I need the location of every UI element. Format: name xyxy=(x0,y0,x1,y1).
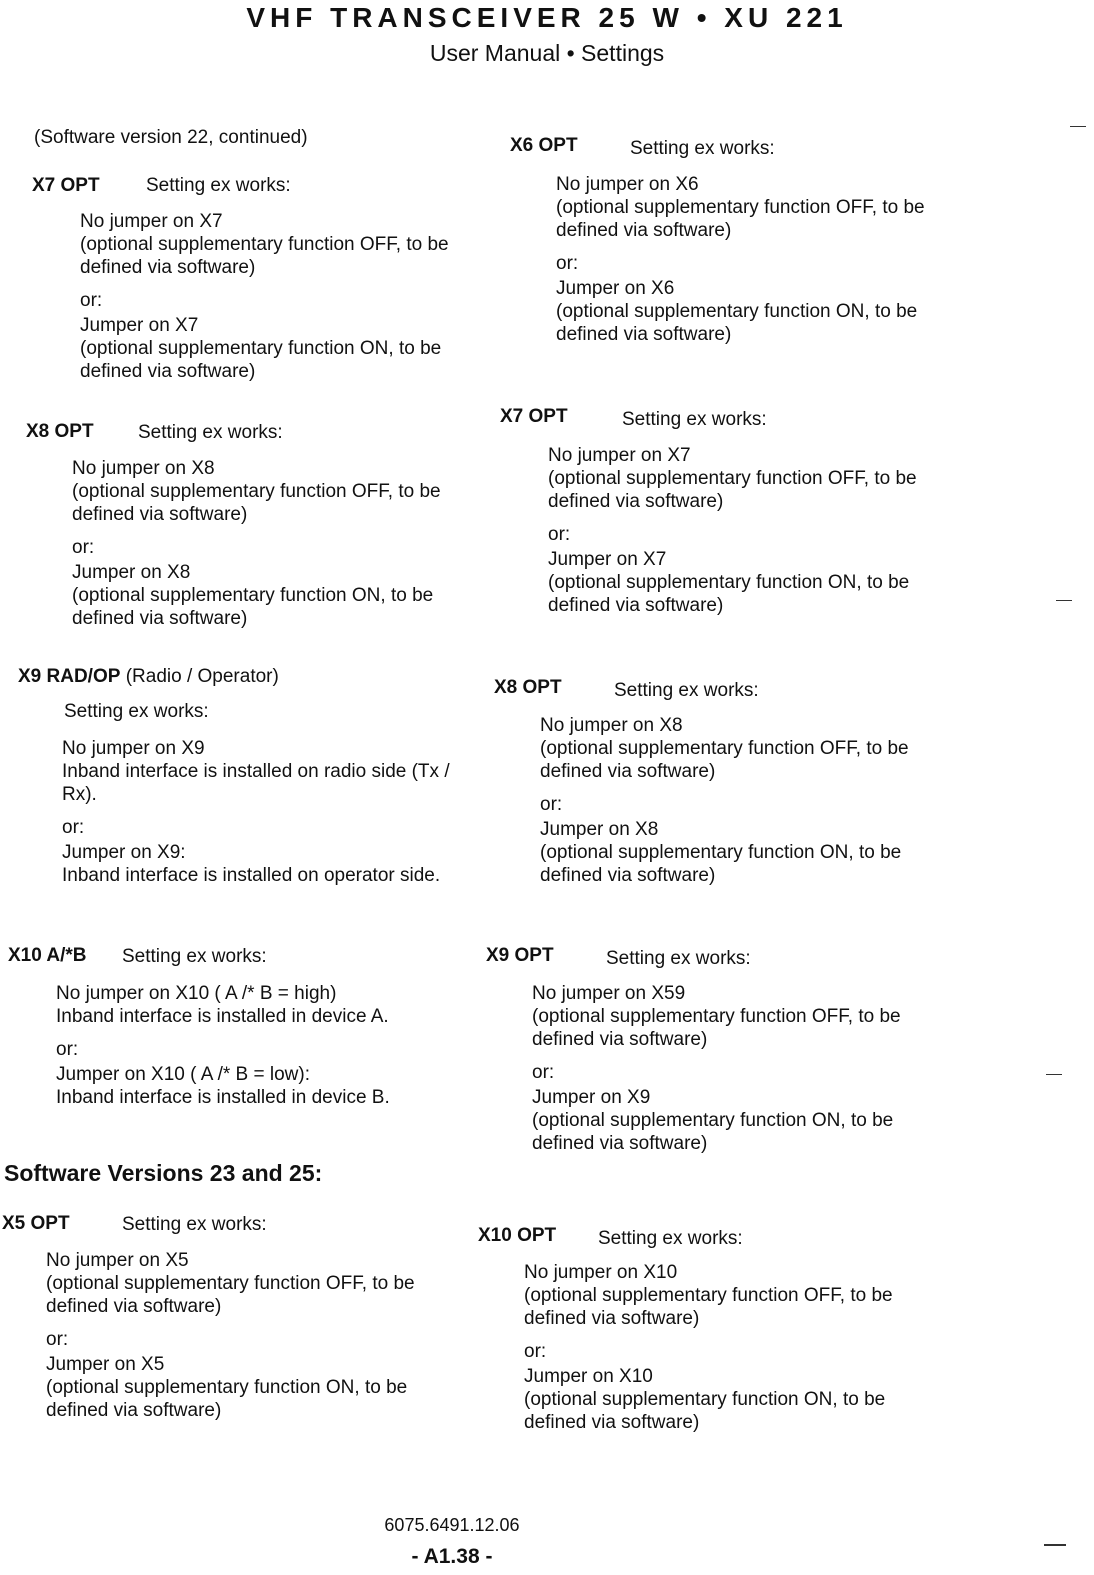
right-x6-label: X6 OPT xyxy=(510,135,578,156)
right-x7-on-text: (optional supplementary function ON, to be defined via software) xyxy=(548,572,910,616)
scan-mark xyxy=(1044,1544,1066,1546)
right-x7-no-jumper: No jumper on X7 xyxy=(548,445,691,466)
left-x10-setting: Setting ex works: xyxy=(122,946,267,967)
right-x8-jumper: Jumper on X8 xyxy=(540,819,659,840)
right-x7-jumper: Jumper on X7 xyxy=(548,549,667,570)
left-x10-on-text: Inband interface is installed in device B. xyxy=(56,1087,390,1108)
left-x7-block xyxy=(80,210,500,383)
right-x10-setting: Setting ex works: xyxy=(598,1228,743,1249)
right-x8-on-text: (optional supplementary function ON, to be defined via software) xyxy=(540,842,902,886)
left-x7-jumper: Jumper on X7 xyxy=(80,315,199,336)
right-x9-off-text: (optional supplementary function OFF, to be defined via software) xyxy=(532,1006,901,1050)
right-x10-block xyxy=(524,1261,944,1434)
right-x10-jumper: Jumper on X10 xyxy=(524,1366,653,1387)
right-x9-label: X9 OPT xyxy=(486,945,554,966)
right-x10-no-jumper: No jumper on X10 xyxy=(524,1262,678,1283)
left-x9-setting: Setting ex works: xyxy=(64,701,209,722)
left-x7-no-jumper: No jumper on X7 xyxy=(80,211,223,232)
scan-mark xyxy=(1046,1074,1062,1075)
right-x6-no-jumper: No jumper on X6 xyxy=(556,174,699,195)
right-x9-no-jumper: No jumper on X59 xyxy=(532,983,686,1004)
left-x9-jumper: Jumper on X9: xyxy=(62,842,186,863)
left-x5-on-text: (optional supplementary function ON, to be defined via software) xyxy=(46,1377,408,1421)
right-x9-jumper: Jumper on X9 xyxy=(532,1087,651,1108)
page-subtitle: User Manual • Settings xyxy=(429,40,665,66)
section-title: Software Versions 23 and 25: xyxy=(4,1160,323,1186)
right-x8-or: or: xyxy=(540,794,563,815)
left-x9-block xyxy=(62,737,462,887)
left-x7-setting: Setting ex works: xyxy=(146,175,291,196)
left-x10-or: or: xyxy=(56,1039,79,1060)
left-x5-jumper: Jumper on X5 xyxy=(46,1354,165,1375)
left-x7-on-text: (optional supplementary function ON, to be defined via software) xyxy=(80,338,442,382)
right-x6-jumper: Jumper on X6 xyxy=(556,278,675,299)
document-number: 6075.6491.12.06 xyxy=(384,1515,520,1535)
left-x9-label-suffix: (Radio / Operator) xyxy=(125,666,279,687)
left-x10-no-jumper: No jumper on X10 ( A /* B = high) xyxy=(56,983,337,1004)
right-x8-off-text: (optional supplementary function OFF, to be defined via software) xyxy=(540,738,909,782)
left-x10-jumper: Jumper on X10 ( A /* B = low): xyxy=(56,1064,310,1085)
page-number: - A1.38 - xyxy=(411,1545,493,1568)
right-x9-setting: Setting ex works: xyxy=(606,948,751,969)
page-title: VHF TRANSCEIVER 25 W • XU 221 xyxy=(246,2,848,33)
right-x6-on-text: (optional supplementary function ON, to be defined via software) xyxy=(556,301,918,345)
left-x9-heading xyxy=(18,665,279,688)
left-x5-off-text: (optional supplementary function OFF, to be defined via software) xyxy=(46,1273,415,1317)
left-x5-block xyxy=(46,1249,466,1422)
scan-mark xyxy=(1070,126,1086,127)
right-x9-or: or: xyxy=(532,1062,555,1083)
right-x8-setting: Setting ex works: xyxy=(614,680,759,701)
left-x8-setting: Setting ex works: xyxy=(138,422,283,443)
left-x8-label: X8 OPT xyxy=(26,421,94,442)
right-x7-or: or: xyxy=(548,524,571,545)
left-x9-or: or: xyxy=(62,817,85,838)
left-x5-no-jumper: No jumper on X5 xyxy=(46,1250,189,1271)
right-x6-off-text: (optional supplementary function OFF, to be defined via software) xyxy=(556,197,925,241)
left-x8-no-jumper: No jumper on X8 xyxy=(72,458,215,479)
right-x6-block xyxy=(556,173,976,346)
left-x10-label: X10 A/*B xyxy=(8,945,87,966)
right-x7-setting: Setting ex works: xyxy=(622,409,767,430)
right-x6-or: or: xyxy=(556,253,579,274)
left-x7-or: or: xyxy=(80,290,103,311)
left-x9-off-text: Inband interface is installed on radio side (Tx / Rx). xyxy=(62,761,450,805)
left-x7-label: X7 OPT xyxy=(32,175,100,196)
right-x10-label: X10 OPT xyxy=(478,1225,557,1246)
left-x8-jumper: Jumper on X8 xyxy=(72,562,191,583)
right-x10-off-text: (optional supplementary function OFF, to be defined via software) xyxy=(524,1285,893,1329)
left-x10-off-text: Inband interface is installed in device A. xyxy=(56,1006,389,1027)
right-x10-on-text: (optional supplementary function ON, to be defined via software) xyxy=(524,1389,886,1433)
right-x9-block xyxy=(532,982,952,1155)
scan-mark xyxy=(1056,600,1072,601)
right-x8-no-jumper: No jumper on X8 xyxy=(540,715,683,736)
intro-note: (Software version 22, continued) xyxy=(34,127,308,148)
right-x8-block xyxy=(540,714,960,887)
right-x7-label: X7 OPT xyxy=(500,406,568,427)
right-x10-or: or: xyxy=(524,1341,547,1362)
right-x8-label: X8 OPT xyxy=(494,677,562,698)
left-x9-on-text: Inband interface is installed on operator side. xyxy=(62,865,441,886)
left-x8-or: or: xyxy=(72,537,95,558)
left-x9-no-jumper: No jumper on X9 xyxy=(62,738,205,759)
left-x8-off-text: (optional supplementary function OFF, to be defined via software) xyxy=(72,481,441,525)
left-x8-block xyxy=(72,457,492,630)
left-x10-block xyxy=(56,982,476,1109)
right-x9-on-text: (optional supplementary function ON, to be defined via software) xyxy=(532,1110,894,1154)
right-x6-setting: Setting ex works: xyxy=(630,138,775,159)
right-x7-off-text: (optional supplementary function OFF, to be defined via software) xyxy=(548,468,917,512)
left-x5-setting: Setting ex works: xyxy=(122,1214,267,1235)
left-x5-label: X5 OPT xyxy=(2,1213,70,1234)
left-x9-label: X9 RAD/OP xyxy=(18,666,121,687)
left-x8-on-text: (optional supplementary function ON, to be defined via software) xyxy=(72,585,434,629)
left-x7-off-text: (optional supplementary function OFF, to be defined via software) xyxy=(80,234,449,278)
right-x7-block xyxy=(548,444,968,617)
left-x5-or: or: xyxy=(46,1329,69,1350)
